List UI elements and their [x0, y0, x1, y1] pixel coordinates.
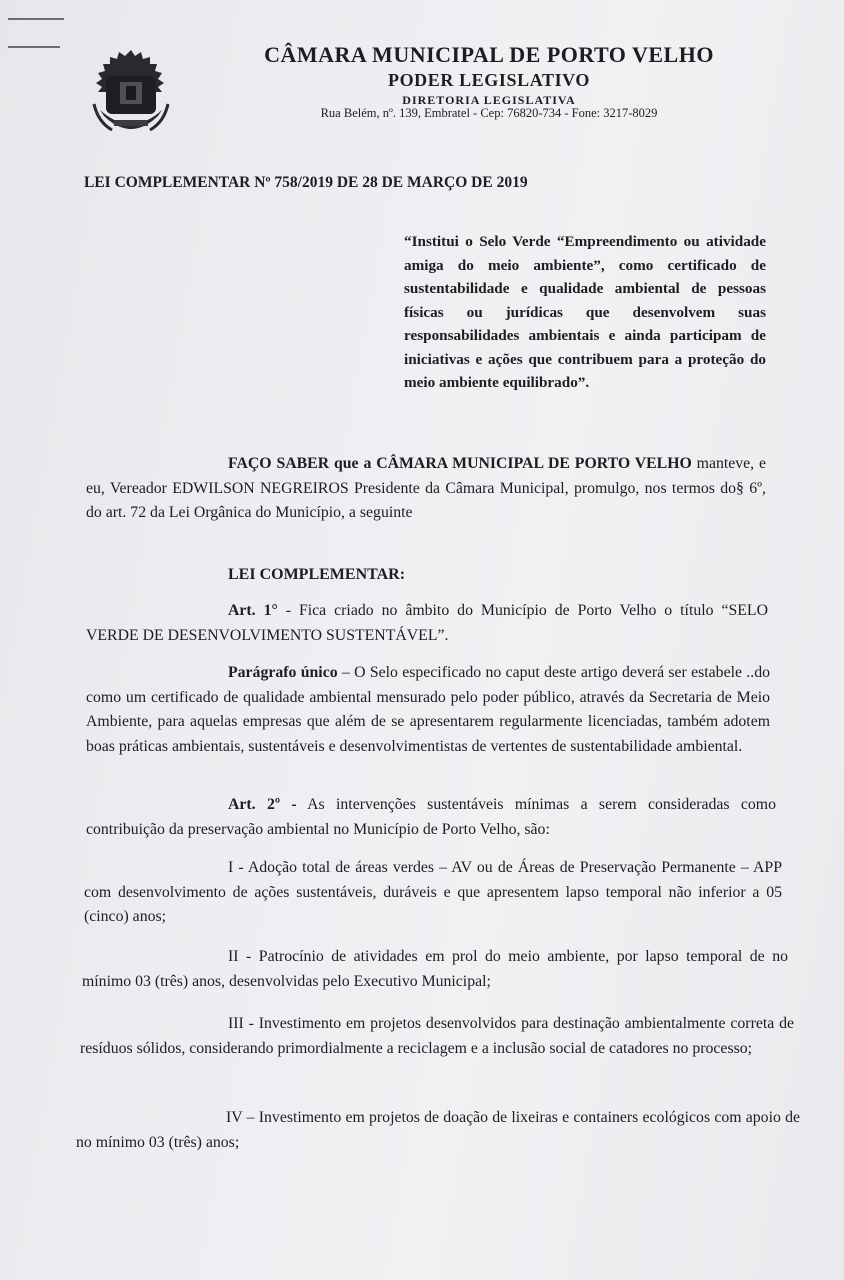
section-heading: LEI COMPLEMENTAR:: [228, 566, 406, 583]
paragrafo-unico-label: Parágrafo único: [228, 664, 338, 681]
legislative-power: PODER LEGISLATIVO: [387, 70, 591, 90]
paragrafo-unico: [86, 661, 770, 759]
article-1: [86, 599, 768, 648]
item-ii: II - Patrocínio de atividades em prol do meio ambiente, por lapso temporal de no mínimo 03 (três) anos, desenvolvidas pelo Executivo Municipal;: [82, 948, 788, 990]
article-2: [86, 793, 776, 842]
article-1-label: Art. 1°: [228, 602, 278, 619]
preamble: [86, 452, 766, 526]
chamber-name: CÂMARA MUNICIPAL DE PORTO VELHO: [264, 42, 714, 67]
article-2-text: As intervenções sustentáveis mínimas a serem consideradas como contribuição da preservação ambiental no Município de Porto Velho, são:: [86, 796, 776, 838]
preamble-lead: FAÇO SABER que a CÂMARA MUNICIPAL DE PORTO VELHO: [228, 455, 692, 472]
preamble-text: manteve, e eu, Vereador EDWILSON NEGREIROS Presidente da Câmara Municipal, promulgo, nos termos do§ 6º, do art. 72 da Lei Orgânica do Município, a seguinte: [86, 455, 766, 522]
item-iii: III - Investimento em projetos desenvolvidos para destinação ambientalmente correta de resíduos sólidos, considerando primordialmente a reciclagem e a inclusão social de catadores no processo;: [80, 1015, 794, 1057]
law-title: LEI COMPLEMENTAR Nº 758/2019 DE 28 DE MARÇO DE 2019: [84, 174, 528, 191]
paragrafo-unico-text: – O Selo especificado no caput deste artigo deverá ser estabele ..do como um certificado de qualidade ambiental mensurado pelo poder público, através da Secretaria de Meio Ambiente, para aquelas empresas que além de se apresentarem regularmente licenciadas, também adotem boas práticas ambientais, sustentáveis e desenvolvimentistas de vertentes de sustentabilidade ambiental.: [86, 664, 770, 755]
municipal-seal-icon: [84, 46, 178, 140]
article-1-text: - Fica criado no âmbito do Município de Porto Velho o título “SELO VERDE DE DESENVOLVIMENTO SUSTENTÁVEL”.: [86, 602, 768, 644]
item-i: I - Adoção total de áreas verdes – AV ou de Áreas de Preservação Permanente – APP com desenvolvimento de ações sustentáveis, duráveis e que apresentem lapso temporal não inferior a 05 (cinco) anos;: [84, 859, 782, 926]
address-line: Rua Belém, nº. 139, Embratel - Cep: 76820-734 - Fone: 3217-8029: [320, 106, 658, 120]
ementa: “Institui o Selo Verde “Empreendimento ou atividade amiga do meio ambiente”, como certificado de sustentabilidade e qualidade ambiental de pessoas físicas ou jurídicas que desenvolvem suas responsabilidades ambientais e ainda participam de iniciativas e ações que contribuem para a proteção do meio ambiente equilibrado”.: [404, 233, 766, 391]
item-iv: IV – Investimento em projetos de doação de lixeiras e containers ecológicos com apoio de no mínimo 03 (três) anos;: [76, 1109, 800, 1151]
department-name: DIRETORIA LEGISLATIVA: [402, 93, 576, 107]
article-2-label: Art. 2º -: [228, 796, 297, 813]
page-edge-marks: [8, 18, 64, 74]
